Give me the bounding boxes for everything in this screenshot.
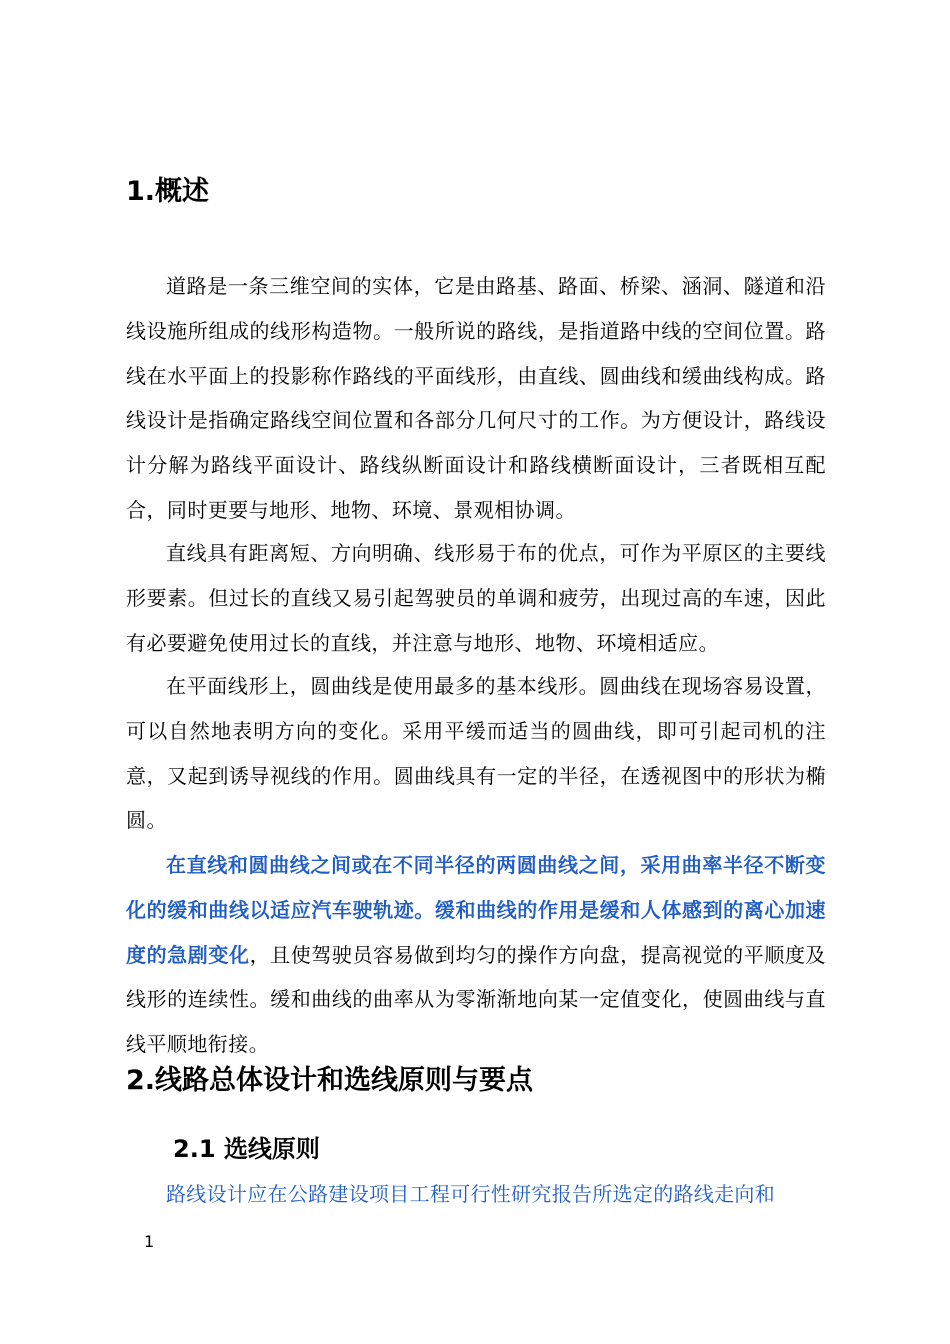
paragraph-text: ，且使驾驶员容易做到均匀的操作方向盘，提高视觉的平顺度及线形的连续性。缓和曲线的曲率从为零渐渐地向某一定值变化，使圆曲线与直线平顺地衔接。: [126, 942, 826, 1057]
section-1-paragraph-2: 直线具有距离短、方向明确、线形易于布的优点，可作为平原区的主要线形要素。但过长的直线又易引起驾驶员的单调和疲劳，出现过高的车速，因此有必要避免使用过长的直线，并注意与地形、地物、环境相适应。: [126, 541, 826, 655]
section-1-heading: 1.概述: [126, 176, 210, 207]
section-1-paragraph-3: 在平面线形上，圆曲线是使用最多的基本线形。圆曲线在现场容易设置，可以自然地表明方向的变化。采用平缓而适当的圆曲线，即可引起司机的注意，又起到诱导视线的作用。圆曲线具有一定的半径，在透视图中的形状为椭圆。: [126, 674, 826, 833]
section-2-1-paragraph: 路线设计应在公路建设项目工程可行性研究报告所选定的路线走向和: [166, 1182, 775, 1206]
section-1-paragraph-1: 道路是一条三维空间的实体，它是由路基、路面、桥梁、涵洞、隧道和沿线设施所组成的线形构造物。一般所说的路线，是指道路中线的空间位置。路线在水平面上的投影称作路线的平面线形，由直线、圆曲线和缓曲线构成。路线设计是指确定路线空间位置和各部分几何尺寸的工作。为方便设计，路线设计分解为路线平面设计、路线纵断面设计和路线横断面设计，三者既相互配合，同时更要与地形、地物、环境、景观相协调。: [126, 274, 826, 522]
page-number: 1: [144, 1232, 155, 1251]
section-2-heading: 2.线路总体设计和选线原则与要点: [126, 1065, 534, 1096]
highlighted-text: 在直线和圆曲线之间或在不同半径的两圆曲线之间，采用曲率半径不断变化的缓和曲线以适应汽车驶轨迹。缓和曲线的作用是缓和人体感到的离心加速度的急剧变化: [126, 853, 826, 967]
section-1-paragraph-4: [126, 843, 826, 1067]
section-2-1-heading: 2.1 选线原则: [173, 1135, 320, 1163]
